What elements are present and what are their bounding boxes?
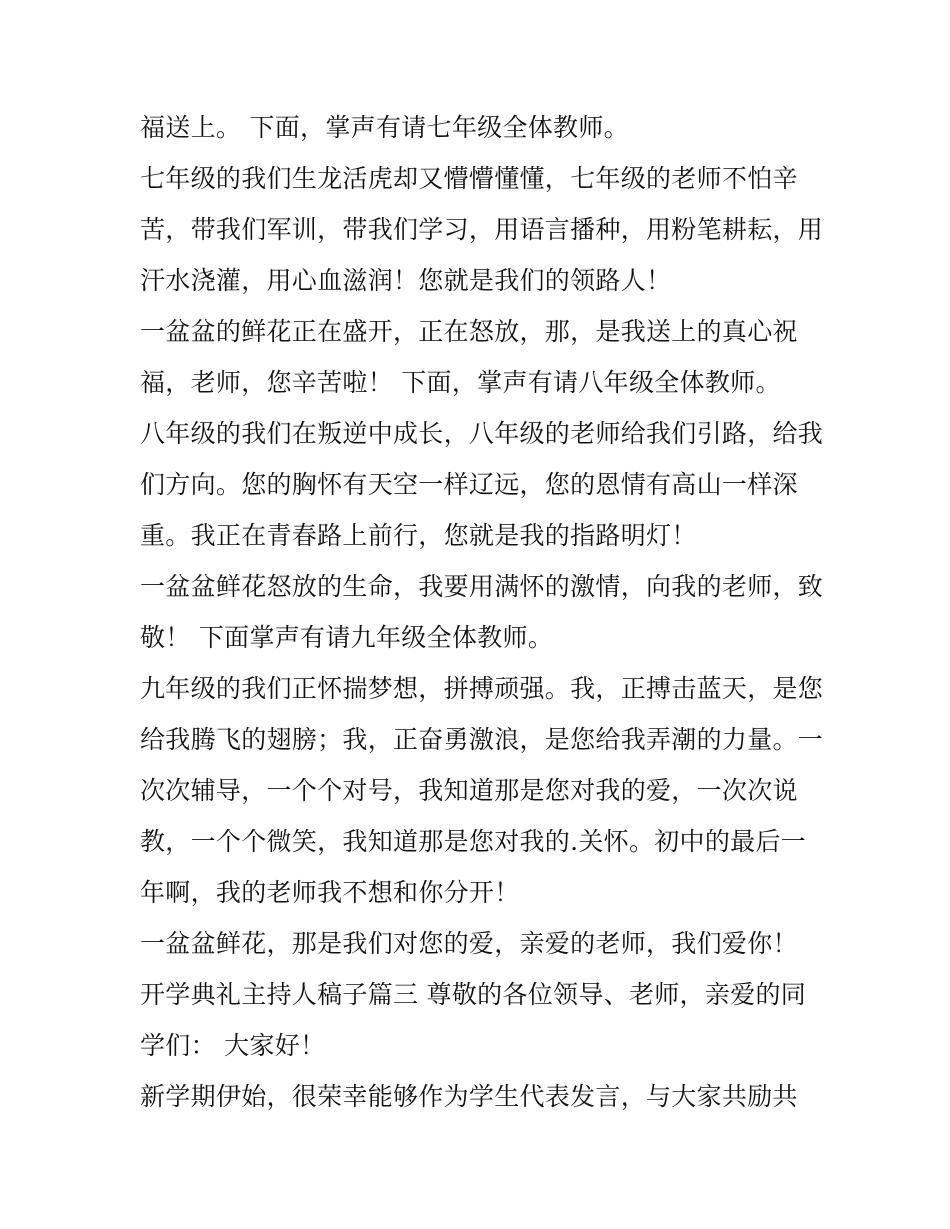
text-line: 福送上。 下面，掌声有请七年级全体教师。	[140, 113, 629, 142]
text-line: 一盆盆的鲜花正在盛开，正在怒放，那，是我送上的真心祝	[140, 317, 798, 346]
text-line: 九年级的我们正怀揣梦想，拼搏顽强。我，正搏击蓝天，是您	[140, 674, 824, 703]
text-line: 一盆盆鲜花怒放的生命，我要用满怀的激情，向我的老师，致	[140, 572, 824, 601]
text-line: 学们： 大家好！	[140, 1031, 326, 1060]
text-line: 苦，带我们军训，带我们学习，用语言播种，用粉笔耕耘，用	[140, 215, 824, 244]
text-line: 重。我正在青春路上前行，您就是我的指路明灯！	[140, 521, 697, 550]
text-line: 次次辅导，一个个对号，我知道那是您对我的爱，一次次说	[140, 776, 798, 805]
text-line: 福，老师，您辛苦啦！ 下面，掌声有请八年级全体教师。	[140, 368, 781, 397]
text-line: 敬！ 下面掌声有请九年级全体教师。	[140, 623, 554, 652]
text-line: 开学典礼主持人稿子篇三 尊敬的各位领导、老师，亲爱的同	[140, 980, 807, 1009]
text-line: 给我腾飞的翅膀；我，正奋勇激浪，是您给我弄潮的力量。一	[140, 725, 824, 754]
text-line: 年啊，我的老师我不想和你分开！	[140, 878, 520, 907]
text-line: 汗水浇灌，用心血滋润！您就是我们的领路人！	[140, 266, 672, 295]
text-line: 一盆盆鲜花，那是我们对您的爱，亲爱的老师，我们爱你！	[140, 929, 798, 958]
text-line: 新学期伊始，很荣幸能够作为学生代表发言，与大家共励共	[140, 1082, 798, 1111]
text-line: 八年级的我们在叛逆中成长，八年级的老师给我们引路，给我	[140, 419, 824, 448]
text-line: 教，一个个微笑，我知道那是您对我的.关怀。初中的最后一	[140, 827, 807, 856]
text-line: 们方向。您的胸怀有天空一样辽远，您的恩情有高山一样深	[140, 470, 798, 499]
text-line: 七年级的我们生龙活虎却又懵懵懂懂，七年级的老师不怕辛	[140, 164, 798, 193]
